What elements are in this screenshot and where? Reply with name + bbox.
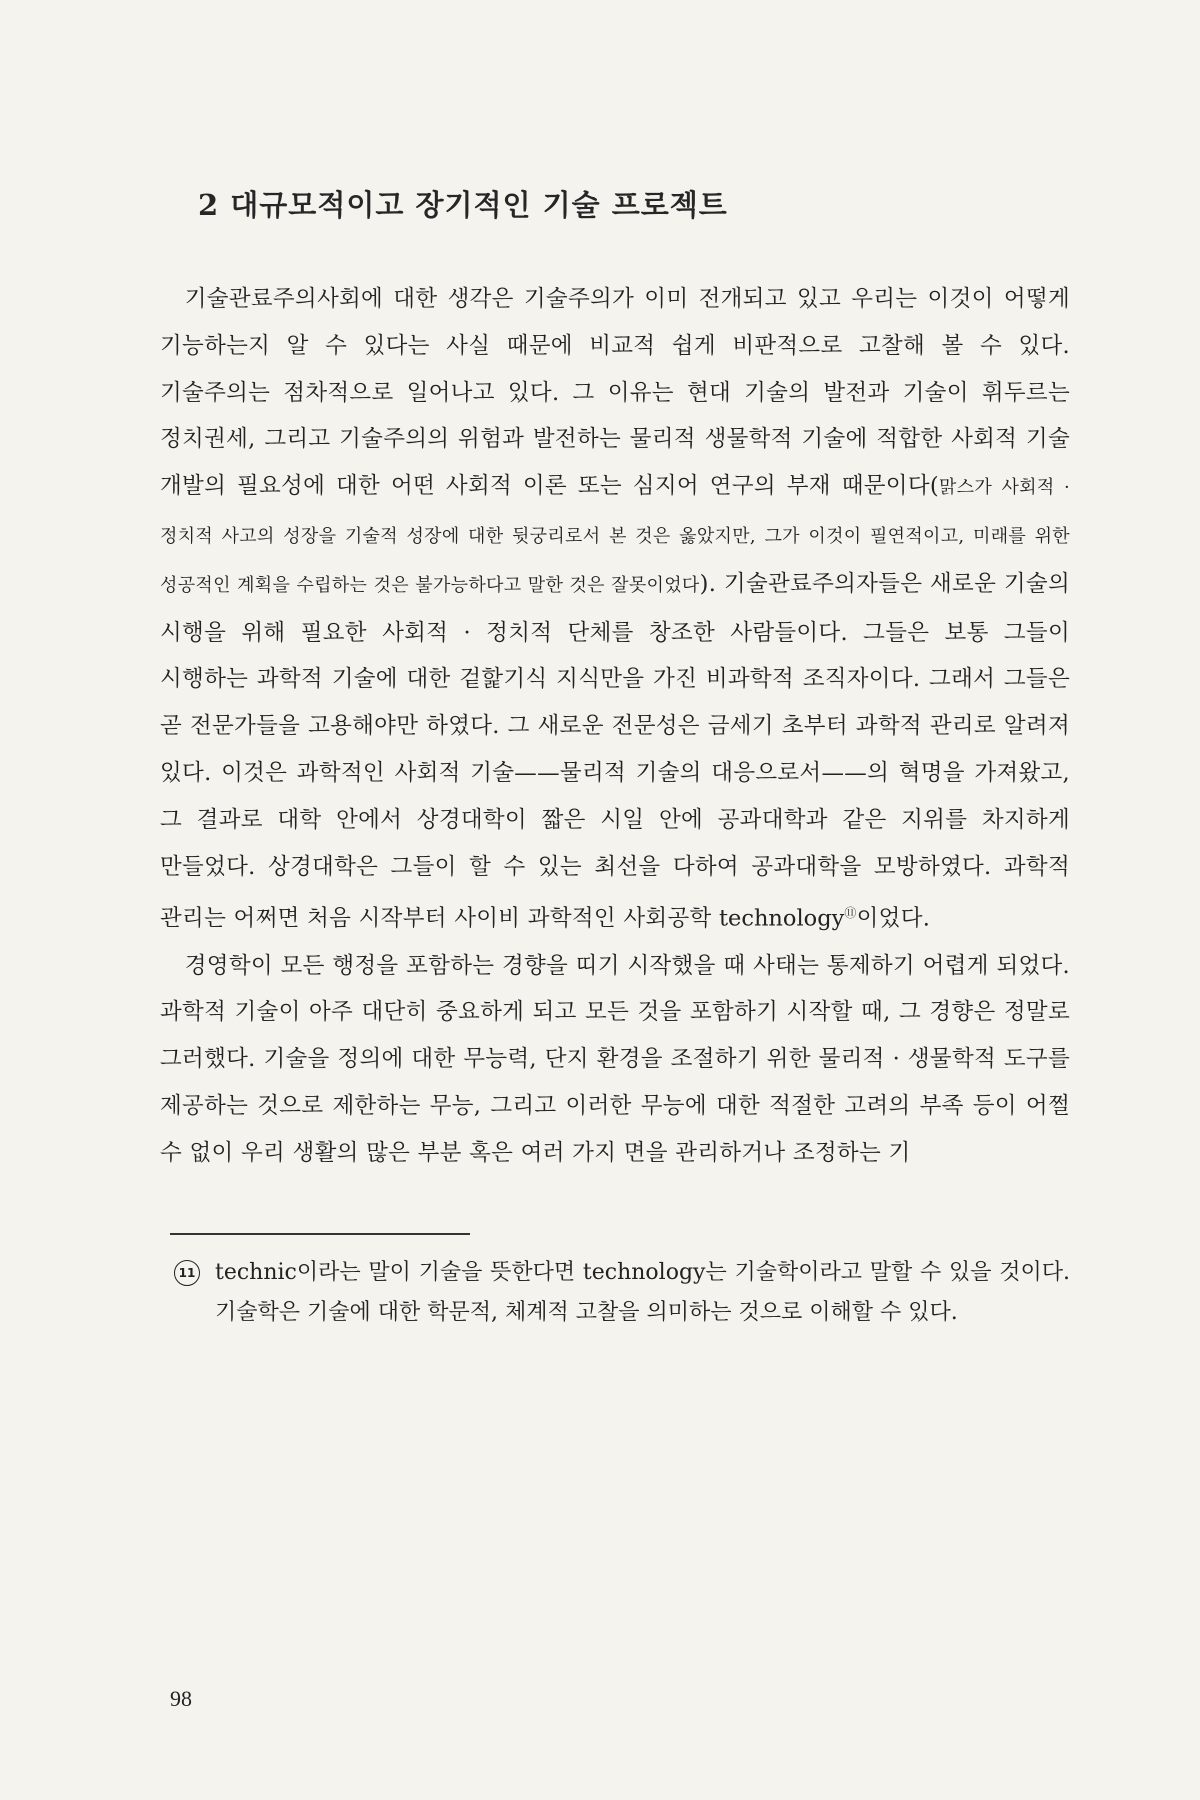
footnote-reference[interactable]: ⑪ (844, 906, 857, 921)
body-text (160, 276, 1070, 1177)
footnote-divider (170, 1233, 470, 1235)
paragraph-1 (160, 276, 1070, 943)
paragraph-2: 경영학이 모든 행정을 포함하는 경향을 띠기 시작했을 때 사태는 통제하기 어렵게 되었다. 과학적 기술이 아주 대단히 중요하게 되고 모든 것을 포함하기 시작할 때, 그 경향은 정말로 그러했다. 기술을 정의에 대한 무능력, 단지 환경을 조절하기 위한 물리적 · 생물학적 도구를 제공하는 것으로 제한하는 무능, 그리고 이러한 무능에 대한 적절한 고려의 부족 등이 어쩔 수 없이 우리 생활의 많은 부분 혹은 여러 가지 면을 관리하거나 조정하는 기 (160, 952, 1070, 1166)
page-number: 98 (170, 1686, 192, 1711)
footnote-marker: 11 (174, 1260, 200, 1286)
section-heading: 2 대규모적이고 장기적인 기술 프로젝트 (198, 188, 728, 222)
paragraph-1-rest: ). 기술관료주의자들은 새로운 기술의 시행을 위해 필요한 사회적 · 정치적 단체를 창조한 사람들이다. 그들은 보통 그들이 시행하는 과학적 기술에 대한 겉핥기식 지식만을 가진 비과학적 조직자이다. 그래서 그들은 곧 전문가들을 고용해야만 하였다. 그 새로운 전문성은 금세기 초부터 과학적 관리로 알려져 있다. 이것은 과학적인 사회적 기술——물리적 기술의 대응으로서——의 혁명을 가져왔고, 그 결과로 대학 안에서 상경대학이 짧은 시일 안에 공과대학과 같은 지위를 차지하게 만들었다. 상경대학은 그들이 할 수 있는 최선을 다하여 공과대학을 모방하였다. 과학적 관리는 어쩌면 처음 시작부터 사이비 과학적인 사회공학 (160, 570, 1070, 932)
paragraph-1-main: 기술관료주의사회에 대한 생각은 기술주의가 이미 전개되고 있고 우리는 이것이 어떻게 기능하는지 알 수 있다는 사실 때문에 비교적 쉽게 비판적으로 고찰해 볼 수 있다. 기술주의는 점차적으로 일어나고 있다. 그 이유는 현대 기술의 발전과 기술이 휘두르는 정치권세, 그리고 기술주의의 위험과 발전하는 물리적 생물학적 기술에 적합한 사회적 기술 개발의 필요성에 대한 어떤 사회적 이론 또는 심지어 연구의 부재 때문이다( (160, 286, 1070, 500)
paragraph-1-aside: 맑스가 사회적 · 정치적 사고의 성장을 기술적 성장에 대한 뒷궁리로서 본 것은 옳았지만, 그가 이것이 필연적이고, 미래를 위한 성공적인 계획을 수립하는 것은 불가능하다고 말한 것은 잘못이었다 (160, 477, 1070, 596)
paragraph-1-end: 이었다. (856, 905, 931, 932)
latin-term: technology (718, 905, 845, 932)
footnote (160, 1253, 1070, 1333)
footnote-text: technic이라는 말이 기술을 뜻한다면 technology는 기술학이라고 말할 수 있을 것이다. 기술학은 기술에 대한 학문적, 체계적 고찰을 의미하는 것으로 이해할 수 있다. (215, 1259, 1070, 1325)
